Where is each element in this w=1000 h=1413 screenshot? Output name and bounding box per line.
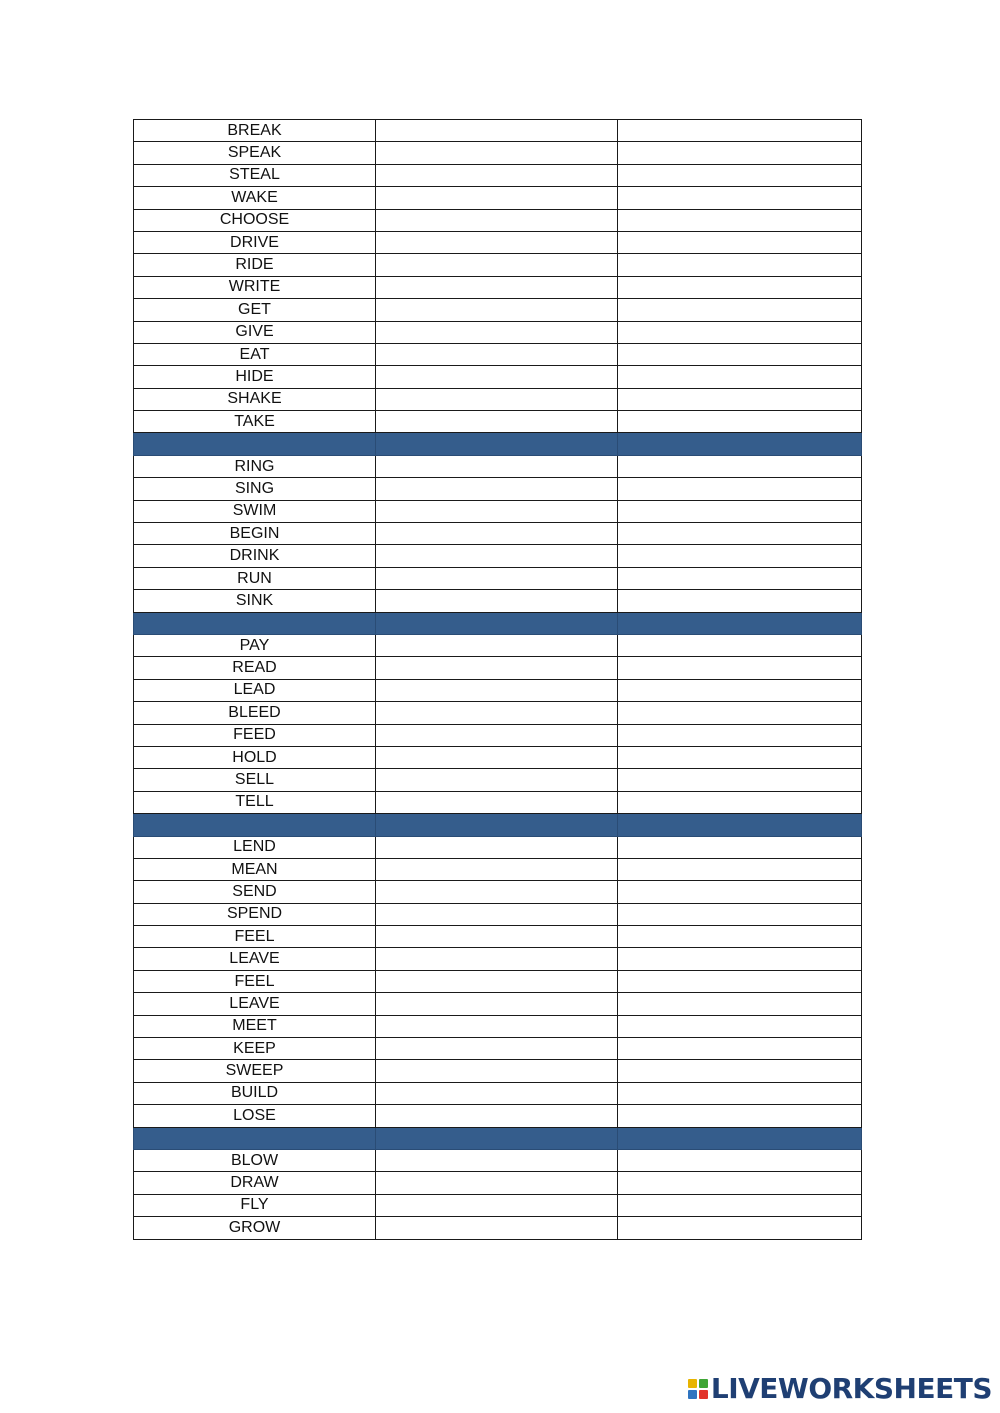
past-participle-cell[interactable] bbox=[618, 231, 862, 253]
past-simple-cell[interactable] bbox=[376, 791, 618, 813]
past-participle-cell[interactable] bbox=[618, 120, 862, 142]
past-participle-cell[interactable] bbox=[618, 881, 862, 903]
base-form-cell: KEEP bbox=[134, 1038, 376, 1060]
verb-row bbox=[134, 724, 862, 746]
verb-row bbox=[134, 164, 862, 186]
base-form-cell: RING bbox=[134, 455, 376, 477]
past-participle-cell[interactable] bbox=[618, 209, 862, 231]
base-form-cell: SING bbox=[134, 478, 376, 500]
past-participle-cell[interactable] bbox=[618, 791, 862, 813]
verb-row bbox=[134, 1172, 862, 1194]
past-simple-cell[interactable] bbox=[376, 858, 618, 880]
divider-cell bbox=[134, 814, 376, 836]
divider-cell bbox=[618, 814, 862, 836]
past-simple-cell[interactable] bbox=[376, 545, 618, 567]
past-participle-cell[interactable] bbox=[618, 343, 862, 365]
verb-row bbox=[134, 948, 862, 970]
verb-row bbox=[134, 926, 862, 948]
past-simple-cell[interactable] bbox=[376, 1038, 618, 1060]
base-form-cell: GROW bbox=[134, 1217, 376, 1239]
base-form-cell: TAKE bbox=[134, 411, 376, 433]
past-simple-cell[interactable] bbox=[376, 343, 618, 365]
past-simple-cell[interactable] bbox=[376, 881, 618, 903]
past-simple-cell[interactable] bbox=[376, 1015, 618, 1037]
section-divider-row bbox=[134, 612, 862, 634]
past-simple-cell[interactable] bbox=[376, 746, 618, 768]
base-form-cell: FLY bbox=[134, 1194, 376, 1216]
past-simple-cell[interactable] bbox=[376, 769, 618, 791]
divider-cell bbox=[134, 1127, 376, 1149]
past-participle-cell[interactable] bbox=[618, 769, 862, 791]
base-form-cell: BUILD bbox=[134, 1082, 376, 1104]
verb-row bbox=[134, 254, 862, 276]
past-participle-cell[interactable] bbox=[618, 1015, 862, 1037]
past-simple-cell[interactable] bbox=[376, 567, 618, 589]
past-participle-cell[interactable] bbox=[618, 523, 862, 545]
past-participle-cell[interactable] bbox=[618, 926, 862, 948]
past-simple-cell[interactable] bbox=[376, 254, 618, 276]
verb-row bbox=[134, 1194, 862, 1216]
verb-row bbox=[134, 1038, 862, 1060]
past-simple-cell[interactable] bbox=[376, 634, 618, 656]
past-simple-cell[interactable] bbox=[376, 657, 618, 679]
verb-row bbox=[134, 545, 862, 567]
base-form-cell: FEEL bbox=[134, 926, 376, 948]
base-form-cell: LEAVE bbox=[134, 993, 376, 1015]
past-participle-cell[interactable] bbox=[618, 724, 862, 746]
verb-table bbox=[133, 119, 862, 1240]
past-participle-cell[interactable] bbox=[618, 1194, 862, 1216]
past-simple-cell[interactable] bbox=[376, 321, 618, 343]
base-form-cell: MEET bbox=[134, 1015, 376, 1037]
past-simple-cell[interactable] bbox=[376, 1105, 618, 1127]
past-simple-cell[interactable] bbox=[376, 366, 618, 388]
verb-row bbox=[134, 657, 862, 679]
divider-cell bbox=[618, 433, 862, 455]
past-simple-cell[interactable] bbox=[376, 1172, 618, 1194]
past-participle-cell[interactable] bbox=[618, 1038, 862, 1060]
divider-cell bbox=[134, 612, 376, 634]
past-participle-cell[interactable] bbox=[618, 634, 862, 656]
past-participle-cell[interactable] bbox=[618, 276, 862, 298]
base-form-cell: BLEED bbox=[134, 702, 376, 724]
verb-row bbox=[134, 388, 862, 410]
liveworksheets-logo-icon bbox=[688, 1379, 708, 1399]
verb-row bbox=[134, 343, 862, 365]
verb-row bbox=[134, 970, 862, 992]
past-participle-cell[interactable] bbox=[618, 478, 862, 500]
base-form-cell: SHAKE bbox=[134, 388, 376, 410]
divider-cell bbox=[134, 433, 376, 455]
past-simple-cell[interactable] bbox=[376, 926, 618, 948]
base-form-cell: LOSE bbox=[134, 1105, 376, 1127]
verb-row bbox=[134, 187, 862, 209]
past-simple-cell[interactable] bbox=[376, 1217, 618, 1239]
base-form-cell: BEGIN bbox=[134, 523, 376, 545]
verb-row bbox=[134, 231, 862, 253]
past-participle-cell[interactable] bbox=[618, 388, 862, 410]
base-form-cell: BREAK bbox=[134, 120, 376, 142]
base-form-cell: DRINK bbox=[134, 545, 376, 567]
past-simple-cell[interactable] bbox=[376, 164, 618, 186]
divider-cell bbox=[376, 612, 618, 634]
verb-row bbox=[134, 903, 862, 925]
past-simple-cell[interactable] bbox=[376, 523, 618, 545]
past-participle-cell[interactable] bbox=[618, 858, 862, 880]
verb-row bbox=[134, 411, 862, 433]
liveworksheets-logo bbox=[688, 1372, 992, 1405]
past-participle-cell[interactable] bbox=[618, 411, 862, 433]
past-simple-cell[interactable] bbox=[376, 970, 618, 992]
past-simple-cell[interactable] bbox=[376, 590, 618, 612]
base-form-cell: GIVE bbox=[134, 321, 376, 343]
verb-row bbox=[134, 276, 862, 298]
verb-row bbox=[134, 746, 862, 768]
past-participle-cell[interactable] bbox=[618, 142, 862, 164]
base-form-cell: STEAL bbox=[134, 164, 376, 186]
past-simple-cell[interactable] bbox=[376, 993, 618, 1015]
verb-row bbox=[134, 567, 862, 589]
past-participle-cell[interactable] bbox=[618, 702, 862, 724]
past-simple-cell[interactable] bbox=[376, 702, 618, 724]
past-simple-cell[interactable] bbox=[376, 836, 618, 858]
base-form-cell: FEED bbox=[134, 724, 376, 746]
base-form-cell: SWIM bbox=[134, 500, 376, 522]
verb-row bbox=[134, 142, 862, 164]
base-form-cell: SPEAK bbox=[134, 142, 376, 164]
base-form-cell: EAT bbox=[134, 343, 376, 365]
verb-row bbox=[134, 881, 862, 903]
past-simple-cell[interactable] bbox=[376, 1082, 618, 1104]
base-form-cell: GET bbox=[134, 299, 376, 321]
verb-row bbox=[134, 299, 862, 321]
base-form-cell: SPEND bbox=[134, 903, 376, 925]
verb-row bbox=[134, 1217, 862, 1239]
past-participle-cell[interactable] bbox=[618, 1149, 862, 1171]
base-form-cell: LEAD bbox=[134, 679, 376, 701]
verb-row bbox=[134, 702, 862, 724]
past-simple-cell[interactable] bbox=[376, 679, 618, 701]
past-participle-cell[interactable] bbox=[618, 500, 862, 522]
past-simple-cell[interactable] bbox=[376, 187, 618, 209]
past-simple-cell[interactable] bbox=[376, 1149, 618, 1171]
past-simple-cell[interactable] bbox=[376, 411, 618, 433]
past-simple-cell[interactable] bbox=[376, 1194, 618, 1216]
base-form-cell: PAY bbox=[134, 634, 376, 656]
verb-row bbox=[134, 836, 862, 858]
base-form-cell: WRITE bbox=[134, 276, 376, 298]
past-participle-cell[interactable] bbox=[618, 970, 862, 992]
base-form-cell: LEND bbox=[134, 836, 376, 858]
past-participle-cell[interactable] bbox=[618, 948, 862, 970]
verb-row bbox=[134, 858, 862, 880]
verb-row bbox=[134, 791, 862, 813]
past-participle-cell[interactable] bbox=[618, 1082, 862, 1104]
base-form-cell: TELL bbox=[134, 791, 376, 813]
section-divider-row bbox=[134, 433, 862, 455]
past-participle-cell[interactable] bbox=[618, 1172, 862, 1194]
base-form-cell: SELL bbox=[134, 769, 376, 791]
divider-cell bbox=[376, 814, 618, 836]
verb-row bbox=[134, 523, 862, 545]
past-simple-cell[interactable] bbox=[376, 120, 618, 142]
verb-row bbox=[134, 478, 862, 500]
section-divider-row bbox=[134, 1127, 862, 1149]
past-simple-cell[interactable] bbox=[376, 276, 618, 298]
divider-cell bbox=[618, 612, 862, 634]
verb-row bbox=[134, 1105, 862, 1127]
verb-row bbox=[134, 120, 862, 142]
past-participle-cell[interactable] bbox=[618, 366, 862, 388]
base-form-cell: WAKE bbox=[134, 187, 376, 209]
past-simple-cell[interactable] bbox=[376, 299, 618, 321]
past-participle-cell[interactable] bbox=[618, 187, 862, 209]
verb-row bbox=[134, 1082, 862, 1104]
past-simple-cell[interactable] bbox=[376, 500, 618, 522]
past-simple-cell[interactable] bbox=[376, 903, 618, 925]
past-participle-cell[interactable] bbox=[618, 903, 862, 925]
past-participle-cell[interactable] bbox=[618, 836, 862, 858]
verb-row bbox=[134, 634, 862, 656]
verb-row bbox=[134, 366, 862, 388]
divider-cell bbox=[376, 433, 618, 455]
past-participle-cell[interactable] bbox=[618, 746, 862, 768]
past-participle-cell[interactable] bbox=[618, 1105, 862, 1127]
base-form-cell: RUN bbox=[134, 567, 376, 589]
verb-row bbox=[134, 769, 862, 791]
base-form-cell: FEEL bbox=[134, 970, 376, 992]
base-form-cell: DRAW bbox=[134, 1172, 376, 1194]
past-simple-cell[interactable] bbox=[376, 209, 618, 231]
section-divider-row bbox=[134, 814, 862, 836]
verb-row bbox=[134, 321, 862, 343]
past-simple-cell[interactable] bbox=[376, 388, 618, 410]
base-form-cell: BLOW bbox=[134, 1149, 376, 1171]
logo-text: LIVEWORKSHEETS bbox=[710, 1372, 992, 1405]
verb-row bbox=[134, 993, 862, 1015]
past-participle-cell[interactable] bbox=[618, 993, 862, 1015]
past-participle-cell[interactable] bbox=[618, 321, 862, 343]
past-simple-cell[interactable] bbox=[376, 478, 618, 500]
past-simple-cell[interactable] bbox=[376, 455, 618, 477]
past-participle-cell[interactable] bbox=[618, 1217, 862, 1239]
past-participle-cell[interactable] bbox=[618, 299, 862, 321]
verb-row bbox=[134, 500, 862, 522]
past-simple-cell[interactable] bbox=[376, 1060, 618, 1082]
base-form-cell: LEAVE bbox=[134, 948, 376, 970]
base-form-cell: SWEEP bbox=[134, 1060, 376, 1082]
verb-row bbox=[134, 679, 862, 701]
base-form-cell: HIDE bbox=[134, 366, 376, 388]
base-form-cell: HOLD bbox=[134, 746, 376, 768]
verb-row bbox=[134, 209, 862, 231]
past-simple-cell[interactable] bbox=[376, 724, 618, 746]
base-form-cell: MEAN bbox=[134, 858, 376, 880]
past-participle-cell[interactable] bbox=[618, 545, 862, 567]
divider-cell bbox=[376, 1127, 618, 1149]
past-participle-cell[interactable] bbox=[618, 567, 862, 589]
verb-row bbox=[134, 1149, 862, 1171]
verb-row bbox=[134, 1015, 862, 1037]
past-simple-cell[interactable] bbox=[376, 142, 618, 164]
verb-row bbox=[134, 455, 862, 477]
base-form-cell: DRIVE bbox=[134, 231, 376, 253]
verb-row bbox=[134, 1060, 862, 1082]
divider-cell bbox=[618, 1127, 862, 1149]
past-participle-cell[interactable] bbox=[618, 679, 862, 701]
past-participle-cell[interactable] bbox=[618, 254, 862, 276]
base-form-cell: READ bbox=[134, 657, 376, 679]
past-participle-cell[interactable] bbox=[618, 455, 862, 477]
verb-row bbox=[134, 590, 862, 612]
past-participle-cell[interactable] bbox=[618, 1060, 862, 1082]
base-form-cell: SEND bbox=[134, 881, 376, 903]
past-simple-cell[interactable] bbox=[376, 231, 618, 253]
base-form-cell: CHOOSE bbox=[134, 209, 376, 231]
past-simple-cell[interactable] bbox=[376, 948, 618, 970]
base-form-cell: SINK bbox=[134, 590, 376, 612]
past-participle-cell[interactable] bbox=[618, 164, 862, 186]
base-form-cell: RIDE bbox=[134, 254, 376, 276]
past-participle-cell[interactable] bbox=[618, 657, 862, 679]
past-participle-cell[interactable] bbox=[618, 590, 862, 612]
